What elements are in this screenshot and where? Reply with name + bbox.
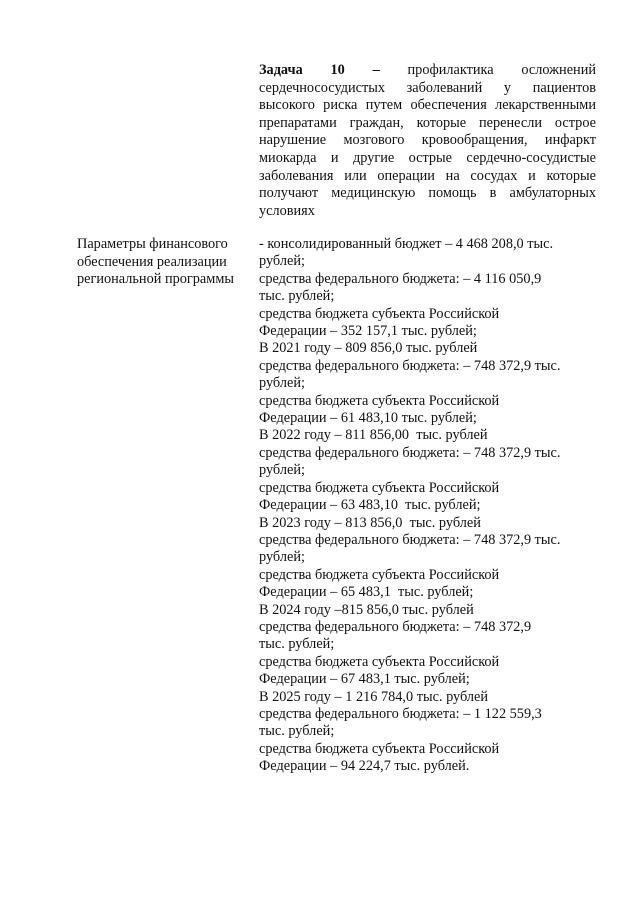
financing-line: тыс. рублей; bbox=[259, 636, 335, 653]
task-heading: Задача 10 – bbox=[259, 62, 380, 78]
financing-line: В 2025 году – 1 216 784,0 тыс. рублей bbox=[259, 688, 489, 705]
financing-parameters-label: Параметры финансового обеспечения реализации региональной программы bbox=[77, 236, 234, 288]
financing-line: рублей; bbox=[259, 462, 305, 479]
financing-line: В 2023 году – 813 856,0 тыс. рублей bbox=[259, 514, 481, 531]
financing-line: рублей; bbox=[259, 549, 305, 566]
financing-line: - консолидированный бюджет – 4 468 208,0 тыс. bbox=[259, 236, 554, 252]
financing-line: средства бюджета субъекта Российской bbox=[259, 740, 500, 757]
financing-line: В 2022 году – 811 856,00 тыс. рублей bbox=[259, 427, 488, 444]
financing-line: средства бюджета субъекта Российской bbox=[259, 653, 500, 670]
financing-line: средства федерального бюджета: – 748 372,9 тыс. bbox=[259, 444, 561, 461]
financing-line: средства федерального бюджета: – 1 122 559,3 bbox=[259, 705, 542, 722]
financing-line: Федерации – 67 483,1 тыс. рублей; bbox=[259, 671, 470, 688]
task-10-paragraph bbox=[259, 62, 596, 220]
financing-line: средства бюджета субъекта Российской bbox=[259, 566, 500, 583]
financing-line: средства федерального бюджета: – 4 116 050,9 bbox=[259, 270, 542, 287]
financing-line: рублей; bbox=[259, 375, 305, 392]
financing-line: средства федерального бюджета: – 748 372,9 тыс. bbox=[259, 357, 561, 374]
task-description: профилактика осложнений сердечнососудистых заболеваний у пациентов высокого риска путем обеспечения лекарственными препаратами граждан, которые перенесли острое нарушение мозгового кровообращения, инфаркт миокарда и другие острые сердечно-сосудистые заболевания или операции на сосудах и которые получают медицинскую помощь в амбулаторных условиях bbox=[259, 62, 596, 219]
financing-line: средства бюджета субъекта Российской bbox=[259, 305, 500, 322]
financing-line: средства федерального бюджета: – 748 372,9 bbox=[259, 618, 532, 635]
financing-line: Федерации – 352 157,1 тыс. рублей; bbox=[259, 323, 477, 340]
financing-line: рублей; bbox=[259, 253, 305, 270]
financing-line: средства бюджета субъекта Российской bbox=[259, 479, 500, 496]
financing-line: В 2021 году – 809 856,0 тыс. рублей bbox=[259, 340, 478, 357]
financing-line: тыс. рублей; bbox=[259, 288, 335, 305]
financing-line: В 2024 году –815 856,0 тыс. рублей bbox=[259, 601, 474, 618]
financing-line: Федерации – 65 483,1 тыс. рублей; bbox=[259, 584, 474, 601]
financing-line: Федерации – 94 224,7 тыс. рублей. bbox=[259, 758, 470, 775]
financing-line: тыс. рублей; bbox=[259, 723, 335, 740]
financing-parameters-body bbox=[259, 236, 589, 776]
financing-line: Федерации – 63 483,10 тыс. рублей; bbox=[259, 497, 481, 514]
financing-line: средства бюджета субъекта Российской bbox=[259, 392, 500, 409]
financing-line: Федерации – 61 483,10 тыс. рублей; bbox=[259, 410, 477, 427]
financing-line: средства федерального бюджета: – 748 372,9 тыс. bbox=[259, 531, 561, 548]
